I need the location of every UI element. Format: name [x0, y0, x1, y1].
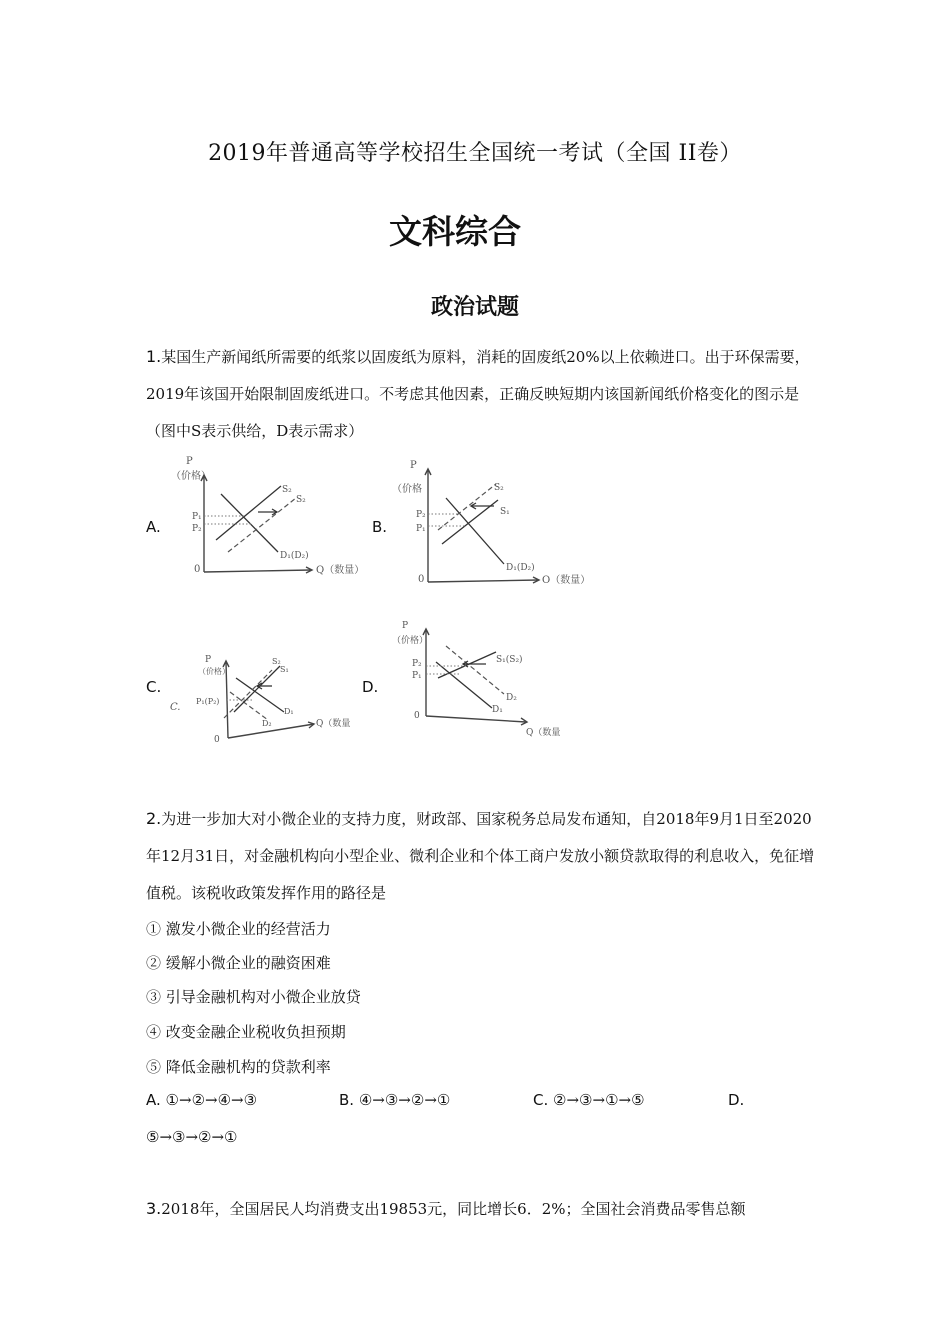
- statement-3: ③ 引导金融机构对小微企业放贷: [146, 988, 361, 1006]
- origin-label: 0: [418, 574, 425, 585]
- price-tick-2: P₁: [416, 524, 426, 534]
- demand-curve-d1: [236, 678, 284, 712]
- supply-curve-s1: [234, 666, 280, 712]
- curve-label-d1: D₁: [284, 707, 294, 716]
- option-b-label[interactable]: B.: [372, 518, 388, 536]
- curve-label-s1: S₁: [280, 665, 289, 674]
- price-tick-2: P₂: [412, 659, 422, 669]
- supply-curve-s2: [228, 498, 296, 552]
- question-number: 2.: [146, 809, 162, 828]
- curve-label-s-upper: S₂: [282, 485, 292, 495]
- chart-option-c: [168, 640, 366, 750]
- curve-label-d2: D₂: [262, 719, 272, 728]
- question-1: [146, 338, 816, 450]
- origin-label: 0: [194, 564, 201, 575]
- statement-5: ⑤ 降低金融机构的贷款利率: [146, 1058, 331, 1076]
- price-tick-2: P₂: [192, 524, 202, 534]
- origin-label: 0: [214, 735, 220, 745]
- origin-label: 0: [414, 711, 420, 721]
- option-a-label[interactable]: A.: [146, 518, 161, 536]
- price-tick: P₁(P₂): [196, 697, 220, 706]
- q2-option-a[interactable]: [146, 1091, 257, 1109]
- supply-curve: [438, 652, 496, 678]
- q2-option-d[interactable]: [728, 1091, 744, 1109]
- curve-label-d1: D₁: [492, 705, 503, 715]
- curve-label-d2: D₂: [506, 693, 517, 703]
- p-axis-label: P: [205, 655, 212, 665]
- chart-option-b: [388, 456, 600, 590]
- p-axis-note: （价格）: [198, 667, 230, 676]
- question-number: 3.: [146, 1199, 162, 1218]
- question-text: 某国生产新闻纸所需要的纸浆以固废纸为原料，消耗的固废纸20%以上依赖进口。出于环保需要，2019年该国开始限制固废纸进口。不考虑其他因素，正确反映短期内该国新闻纸价格变化的图示是（图中S表示供给，D表示需求）: [146, 348, 810, 440]
- exam-title: 2019年普通高等学校招生全国统一考试（全国 II卷）: [208, 141, 742, 166]
- corner-mark: C.: [170, 702, 181, 713]
- q-axis-label: O（数量）: [542, 575, 591, 586]
- p-axis-note: （价格）: [171, 471, 211, 482]
- option-label: A.: [146, 1091, 161, 1109]
- statement-2: ② 缓解小微企业的融资困难: [146, 954, 331, 972]
- x-axis: [428, 580, 538, 582]
- curve-label-s2: S₂: [272, 657, 281, 666]
- option-label: D.: [728, 1091, 745, 1109]
- question-number: 1.: [146, 347, 162, 366]
- option-text: ②→③→①→⑤: [553, 1091, 645, 1109]
- demand-curve: [221, 494, 278, 552]
- price-tick-1: P₁: [412, 671, 422, 681]
- curve-label-s-lower: S₂: [296, 495, 306, 505]
- curve-label-s: S₁(S₂): [496, 655, 523, 665]
- option-d-label[interactable]: D.: [362, 678, 379, 696]
- option-text: ④→③→②→①: [358, 1091, 451, 1109]
- price-tick-1: P₁: [192, 512, 202, 522]
- x-axis: [204, 570, 311, 572]
- q-axis-label: Q（数量: [526, 728, 561, 738]
- supply-curve-s2: [224, 670, 272, 718]
- curve-label-s-dashed: S₂: [494, 483, 504, 493]
- price-tick-1: P₂: [416, 510, 426, 520]
- q2-option-d-text[interactable]: ⑤→③→②→①: [146, 1128, 238, 1146]
- q-axis-label: Q（数量: [316, 719, 351, 729]
- question-text: 2018年，全国居民人均消费支出19853元，同比增长6．2%；全国社会消费品零售总额: [161, 1200, 746, 1218]
- option-label: C.: [533, 1091, 549, 1109]
- q-axis-label: Q（数量）: [316, 565, 365, 576]
- supply-curve-s2: [438, 484, 496, 530]
- question-text: 为进一步加大对小微企业的支持力度，财政部、国家税务总局发布通知，自2018年9月1日至2020年12月31日，对金融机构向小型企业、微利企业和个体工商户发放小额贷款取得的利息收入，免征增值税。该税收政策发挥作用的路径是: [146, 810, 815, 902]
- q2-option-b[interactable]: [339, 1091, 450, 1109]
- p-axis-note: （价格: [392, 484, 422, 495]
- demand-curve-d1: [436, 662, 492, 708]
- section-title: 政治试题: [430, 295, 519, 320]
- p-axis-note: （价格）: [392, 636, 429, 646]
- chart-option-a: [166, 452, 376, 580]
- statement-1: ① 激发小微企业的经营活力: [146, 920, 331, 938]
- curve-label-d: D₁(D₂): [506, 563, 535, 573]
- option-c-label[interactable]: C.: [146, 678, 162, 696]
- x-axis: [426, 716, 526, 722]
- option-text: ①→②→④→③: [165, 1091, 258, 1109]
- q2-option-c[interactable]: [533, 1091, 645, 1109]
- subject-title: 文科综合: [389, 212, 521, 251]
- curve-label-d: D₁(D₂): [280, 551, 309, 561]
- supply-curve-s1: [216, 486, 281, 540]
- statement-4: ④ 改变金融企业税收负担预期: [146, 1023, 346, 1041]
- p-axis-label: P: [410, 460, 417, 471]
- question-3: [146, 1190, 816, 1228]
- p-axis-label: P: [186, 456, 193, 467]
- option-label: B.: [339, 1091, 355, 1109]
- question-2: [146, 800, 816, 912]
- chart-option-d: [380, 616, 580, 744]
- p-axis-label: P: [402, 621, 409, 631]
- curve-label-s-solid: S₁: [500, 507, 510, 517]
